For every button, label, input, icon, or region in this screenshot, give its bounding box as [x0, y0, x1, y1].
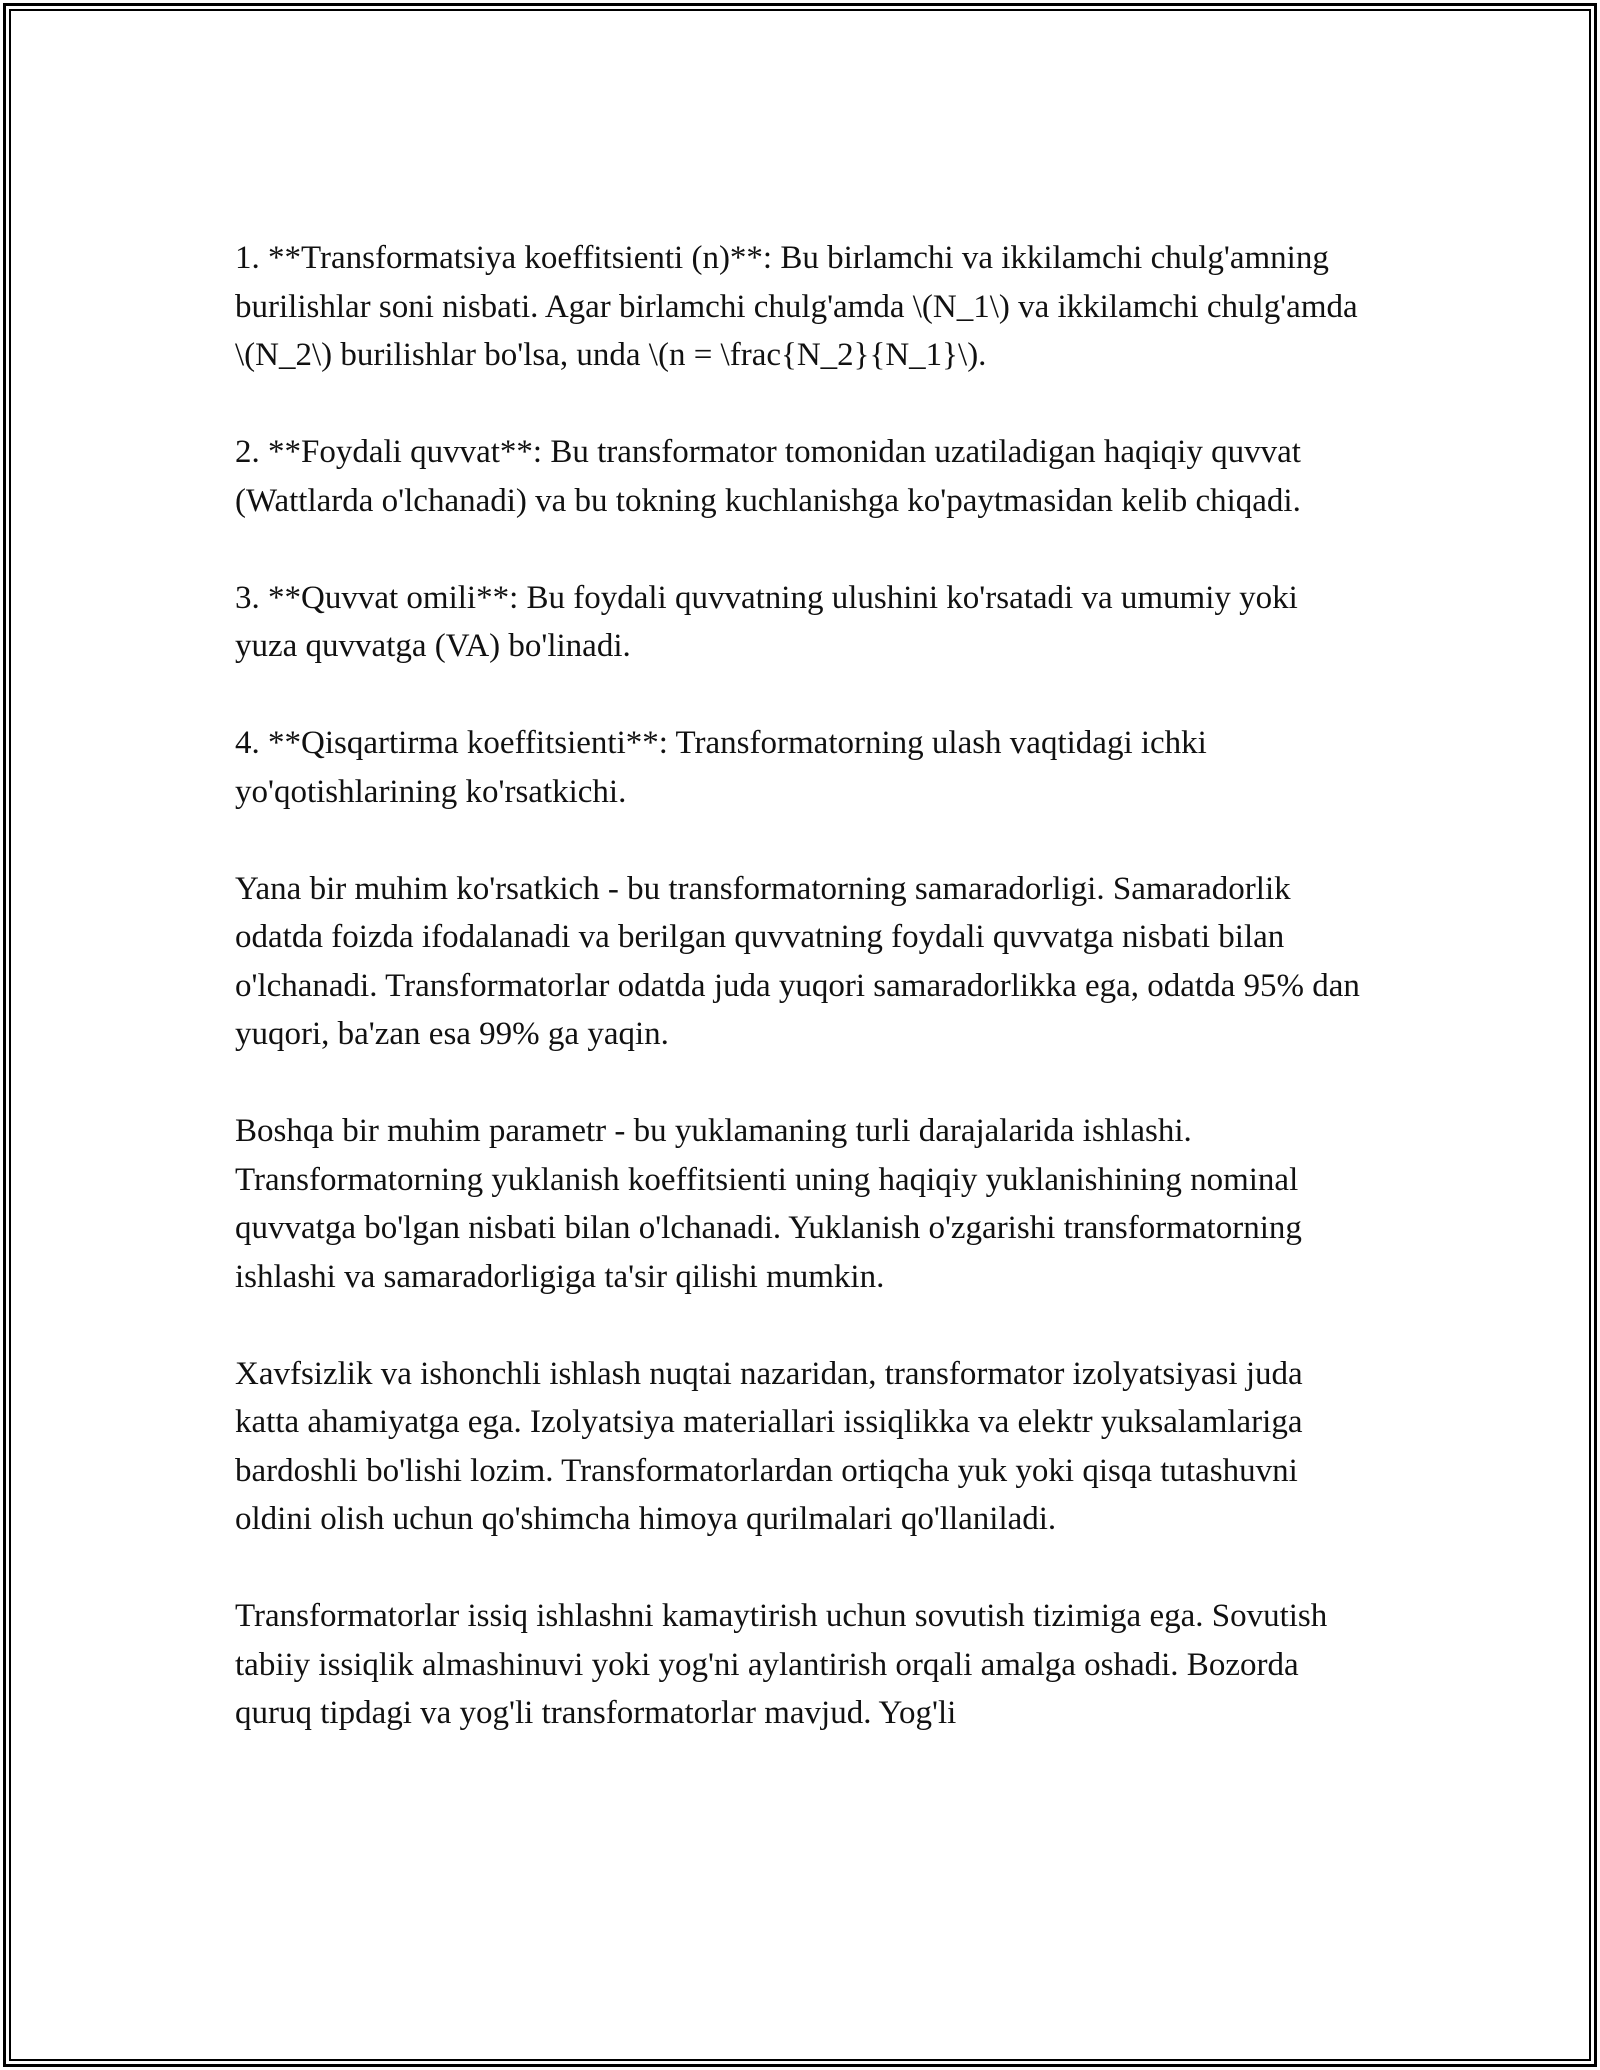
paragraph-insulation-safety: Xavfsizlik va ishonchli ishlash nuqtai nazaridan, transformator izolyatsiyasi juda katta ahamiyatga ega. Izolyatsiya materiallari issiqlikka va elektr yuksalamlariga bardoshli bo'lishi lozim. Transformatorlardan ortiqcha yuk yoki qisqa tutashuvni oldini olish uchun qo'shimcha himoya qurilmalari qo'llaniladi. [235, 1355, 1303, 1537]
paragraph-efficiency: Yana bir muhim ko'rsatkich - bu transformatorning samaradorligi. Samaradorlik odatda foizda ifodalanadi va berilgan quvvatning foydali quvvatga nisbati bilan o'lchanadi. Transformatorlar odatda juda yuqori samaradorlikka ega, odatda 95% dan yuqori, ba'zan esa 99% ga yaqin. [235, 870, 1360, 1052]
document-body [235, 234, 1365, 1738]
paragraph-cooling-system: Transformatorlar issiq ishlashni kamaytirish uchun sovutish tizimiga ega. Sovutish tabiiy issiqlik almashinuvi yoki yog'ni aylantirish orqali amalga oshadi. Bozorda quruq tipdagi va yog'li transformatorlar mavjud. Yog'li [235, 1598, 1328, 1731]
paragraph-transformation-ratio: 1. **Transformatsiya koeffitsienti (n)**: Bu birlamchi va ikkilamchi chulg'amning burilishlar soni nisbati. Agar birlamchi chulg'amda \(N_1\) va ikkilamchi chulg'amda \(N_2\) burilishlar bo'lsa, unda \(n = \frac{N_2}{N_1}\). [235, 240, 1358, 373]
paragraph-load-levels: Boshqa bir muhim parametr - bu yuklamaning turli darajalarida ishlashi. Transformatorning yuklanish koeffitsienti uning haqiqiy yuklanishining nominal quvvatga bo'lgan nisbati bilan o'lchanadi. Yuklanish o'zgarishi transformatorning ishlashi va samaradorligiga ta'sir qilishi mumkin. [235, 1113, 1302, 1295]
paragraph-short-circuit-coefficient: 4. **Qisqartirma koeffitsienti**: Transformatorning ulash vaqtidagi ichki yo'qotishlarining ko'rsatkichi. [235, 725, 1207, 810]
paragraph-useful-power: 2. **Foydali quvvat**: Bu transformator tomonidan uzatiladigan haqiqiy quvvat (Wattlarda o'lchanadi) va bu tokning kuchlanishga ko'paytmasidan kelib chiqadi. [235, 434, 1301, 519]
paragraph-power-factor: 3. **Quvvat omili**: Bu foydali quvvatning ulushini ko'rsatadi va umumiy yoki yuza quvvatga (VA) bo'linadi. [235, 579, 1298, 664]
